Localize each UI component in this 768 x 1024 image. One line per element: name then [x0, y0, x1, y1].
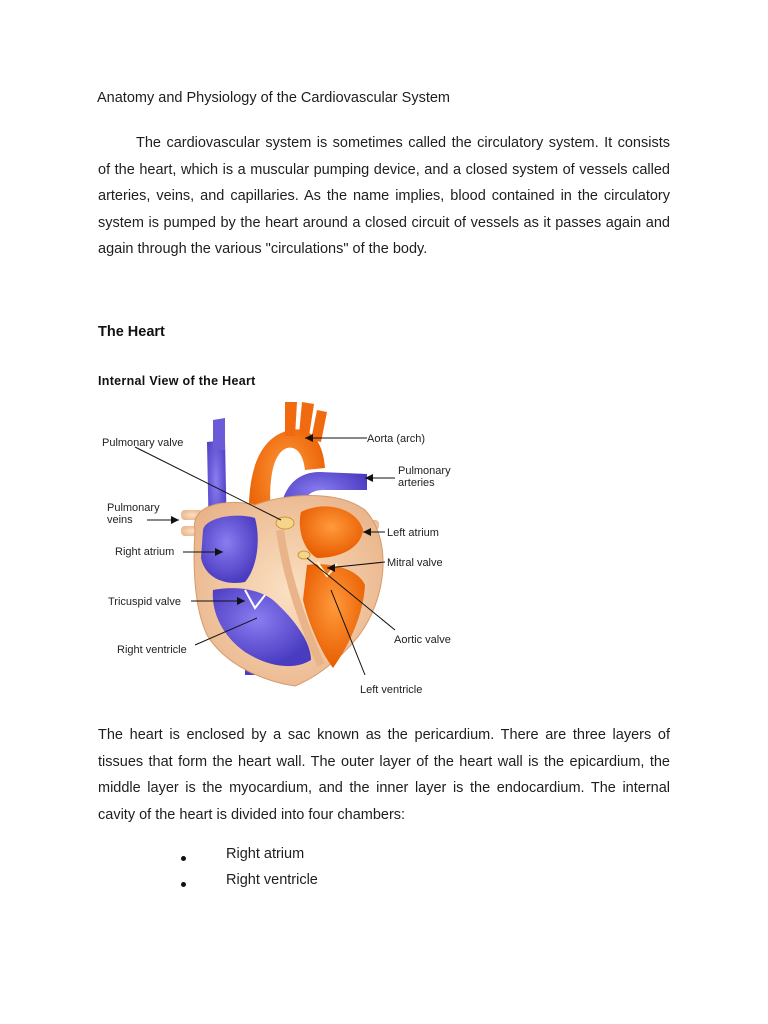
bullet-icon [181, 856, 186, 861]
label-pulmonary-veins-2: veins [107, 514, 133, 526]
figure-caption: Internal View of the Heart [98, 374, 256, 388]
right-atrium-chamber [201, 516, 258, 583]
aorta-branch-2 [299, 402, 314, 436]
label-pulmonary-arteries-2: arteries [398, 477, 435, 489]
bullet-icon [181, 882, 186, 887]
list-item-label: Right ventricle [226, 872, 318, 888]
label-right-atrium: Right atrium [115, 546, 175, 558]
aortic-valve-mark [298, 551, 310, 559]
label-right-ventricle: Right ventricle [117, 644, 187, 656]
intro-paragraph: The cardiovascular system is sometimes called the circulatory system. It consists of the heart, which is a muscular pumping device, and a closed system of vessels called arteries, veins, and capillaries. As the name implies, blood contained in the circulatory system is pumped by the heart around a closed circuit of vessels as it passes again and again through the various "circulations" of the body. [98, 135, 670, 257]
label-pulmonary-veins-1: Pulmonary [107, 502, 160, 514]
label-aortic-valve: Aortic valve [394, 634, 451, 646]
vena-cava-branch [213, 418, 225, 450]
label-left-atrium: Left atrium [387, 527, 439, 539]
label-mitral-valve: Mitral valve [387, 557, 443, 569]
heart-description-paragraph: The heart is enclosed by a sac known as the pericardium. There are three layers of tissues that form the heart wall. The outer layer of the heart wall is the epicardium, the middle layer is the myocardium, and the inner layer is the endocardium. The internal cavity of the heart is divided into four chambers: [98, 727, 670, 823]
label-tricuspid-valve: Tricuspid valve [108, 596, 181, 608]
label-left-ventricle: Left ventricle [360, 684, 423, 696]
label-aorta-arch: Aorta (arch) [367, 433, 426, 445]
label-pulmonary-arteries-1: Pulmonary [398, 465, 451, 477]
list-item-label: Right atrium [226, 846, 305, 862]
aorta-branch-3 [311, 410, 327, 442]
page-title: Anatomy and Physiology of the Cardiovascular System [97, 90, 451, 106]
label-pulmonary-valve: Pulmonary valve [102, 437, 184, 449]
section-heading: The Heart [98, 324, 165, 340]
heart-diagram [95, 390, 475, 705]
aorta-branch-1 [285, 402, 297, 436]
